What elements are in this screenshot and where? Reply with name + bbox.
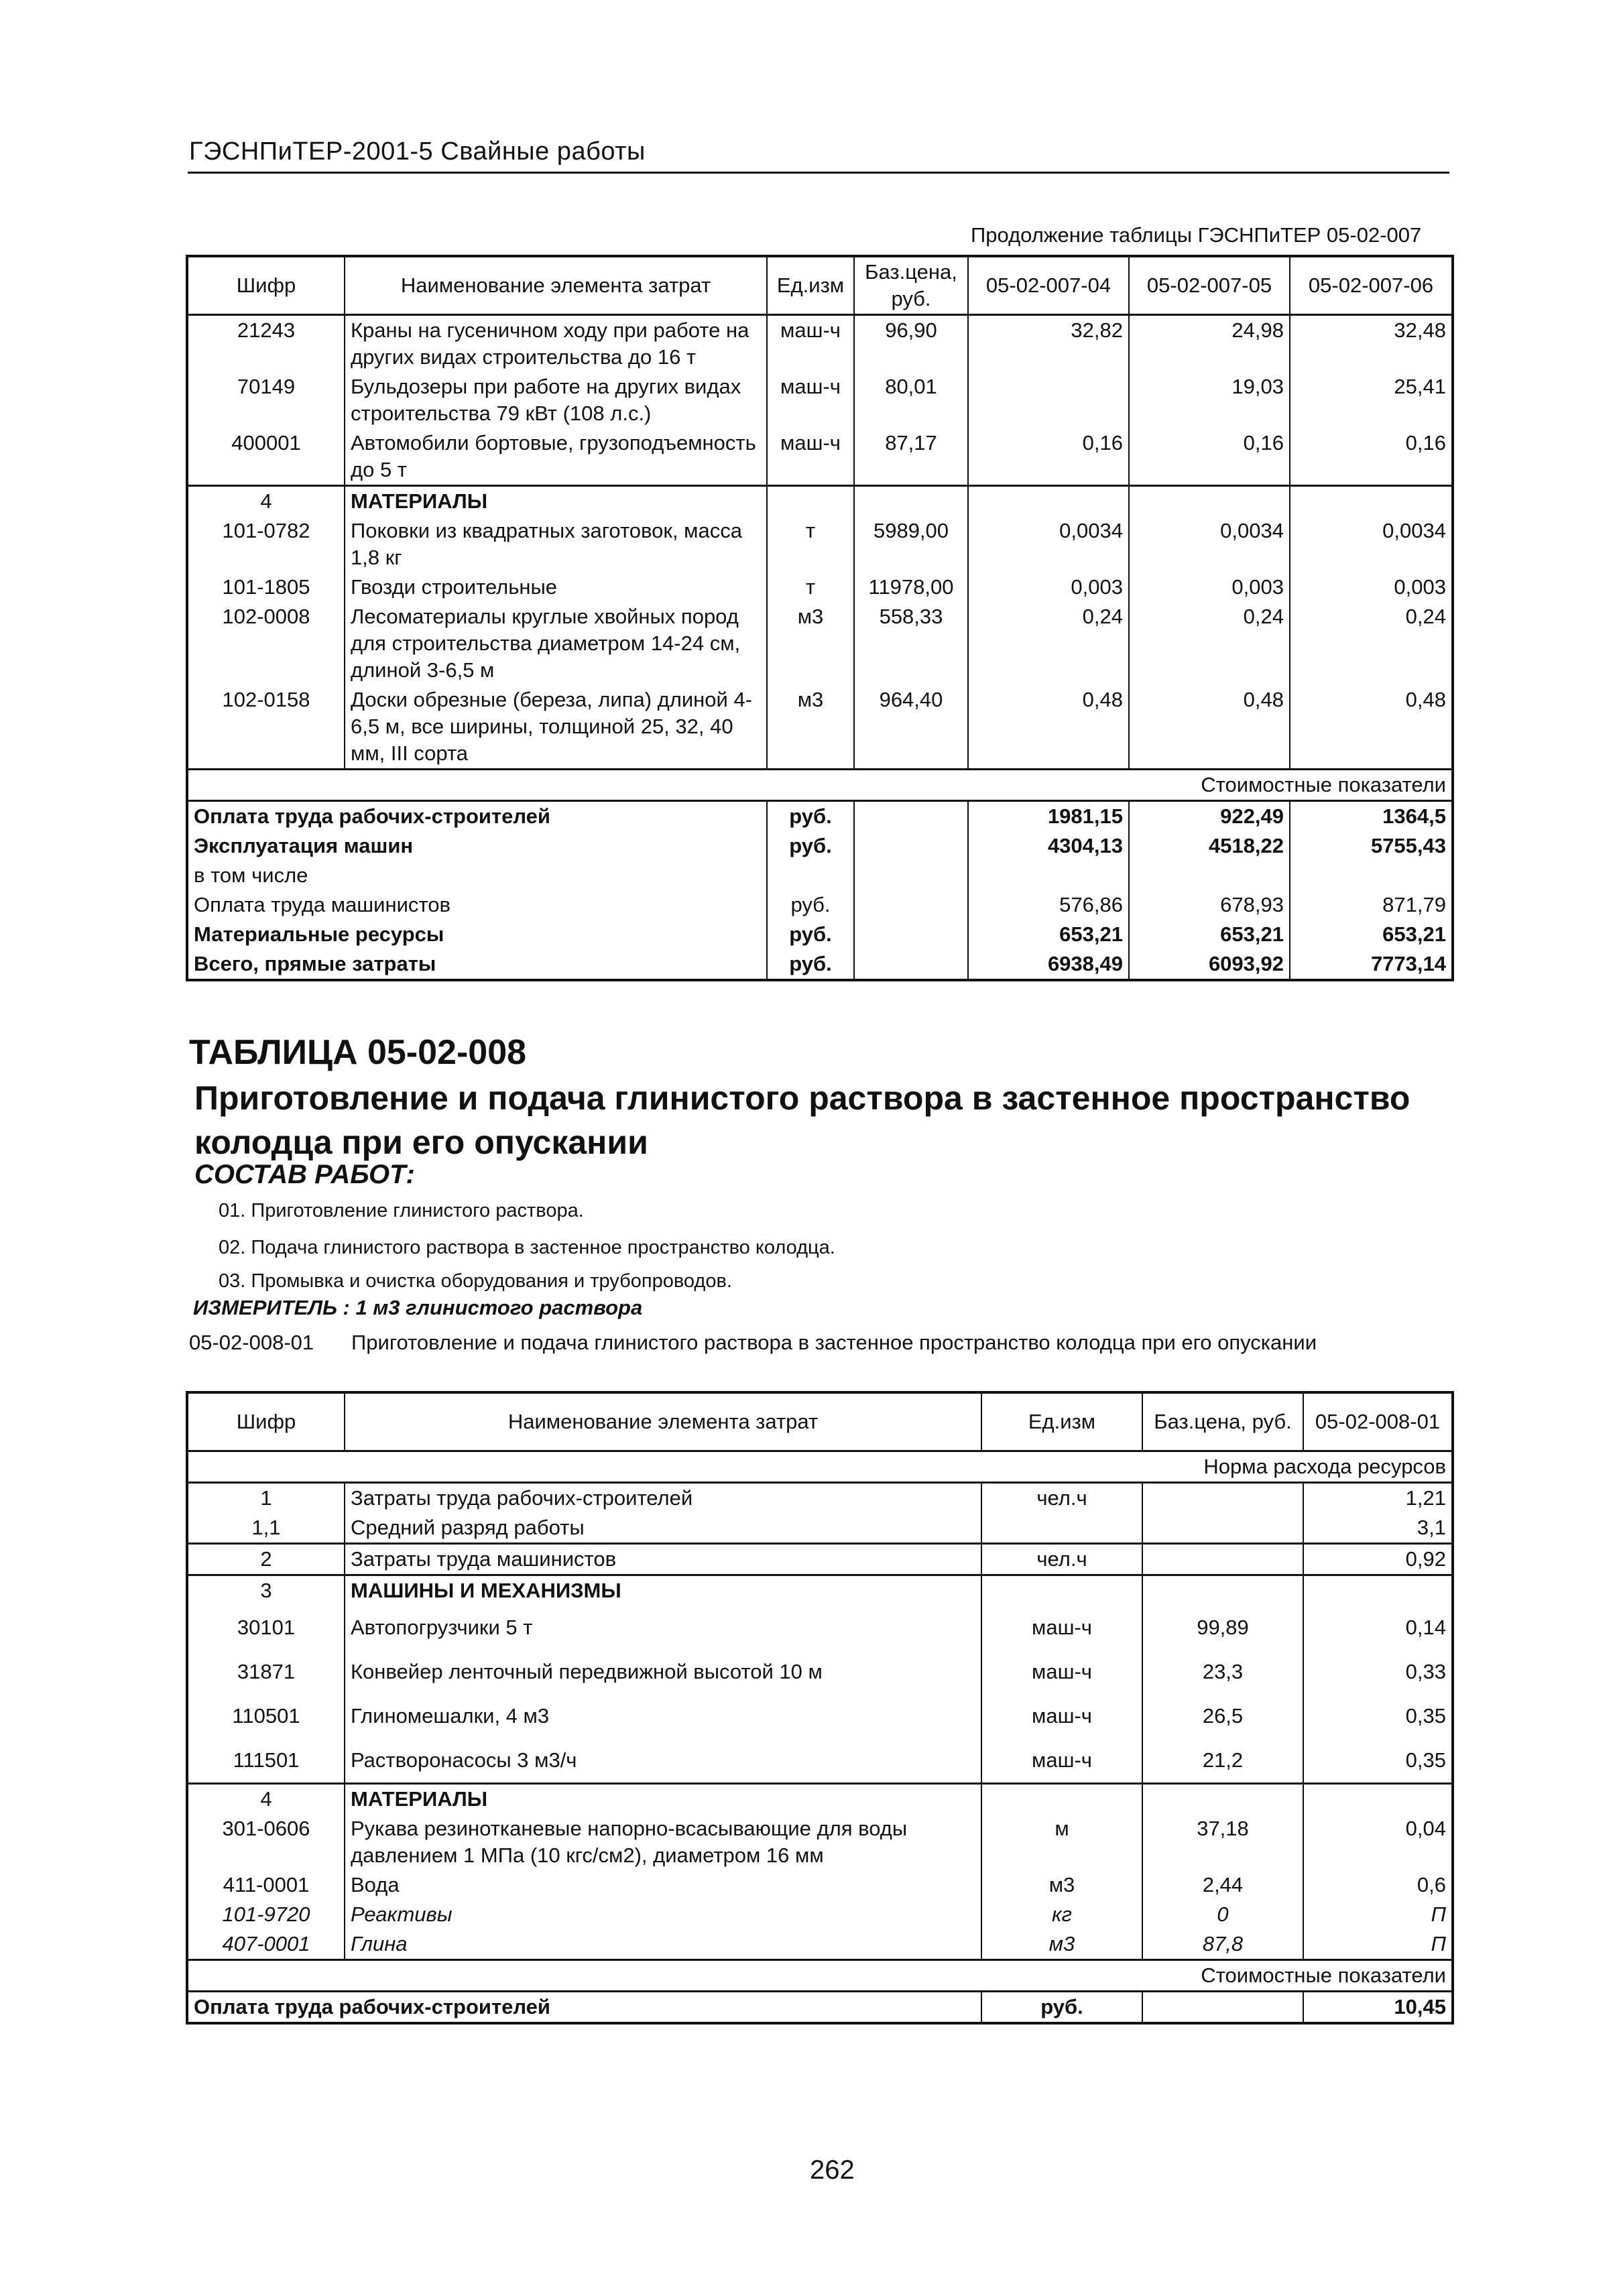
row-unit: т [767, 516, 854, 572]
row-value: 0,24 [968, 602, 1129, 685]
row-unit: м [981, 1814, 1142, 1870]
column-header: 05-02-007-04 [968, 256, 1129, 315]
cost-name: Эксплуатация машин [187, 831, 767, 861]
row-value: 0,0034 [968, 516, 1129, 572]
cost-value: 6093,92 [1129, 949, 1290, 980]
resource-table-body [187, 256, 1453, 980]
row-base-price [1142, 1784, 1303, 1815]
row-base-price [1142, 1513, 1303, 1544]
row-base-price: 37,18 [1142, 1814, 1303, 1870]
row-value: 0,6 [1303, 1870, 1453, 1900]
norm-label-row [187, 1451, 1453, 1483]
row-code: 111501 [187, 1738, 345, 1784]
row-value: 0,24 [1129, 602, 1290, 685]
row-code: 407-0001 [187, 1929, 345, 1960]
row-value: 1,21 [1303, 1483, 1453, 1514]
row-name: Глиномешалки, 4 м3 [345, 1694, 981, 1738]
row-name: Рукава резинотканевые напорно-всасывающие для воды давлением 1 МПа (10 кгс/см2), диаметром 16 мм [345, 1814, 981, 1870]
row-base-price: 11978,00 [854, 572, 968, 602]
row-code: 70149 [187, 372, 345, 428]
row-base-price [1142, 1483, 1303, 1514]
row-name: МАТЕРИАЛЫ [345, 1784, 981, 1815]
table-row [187, 572, 1453, 602]
cost-row [187, 1992, 1453, 2024]
cost-row [187, 801, 1453, 832]
column-header: 05-02-007-05 [1129, 256, 1290, 315]
row-value: 0,35 [1303, 1738, 1453, 1784]
row-base-price: 87,8 [1142, 1929, 1303, 1960]
row-unit: чел.ч [981, 1544, 1142, 1575]
row-value [1129, 486, 1290, 517]
cost-value: 6938,49 [968, 949, 1129, 980]
cost-value: 576,86 [968, 890, 1129, 920]
column-header: Баз.цена, руб. [854, 256, 968, 315]
cost-value: 678,93 [1129, 890, 1290, 920]
row-code: 101-0782 [187, 516, 345, 572]
table-row [187, 1483, 1453, 1514]
row-value: 32,48 [1290, 315, 1453, 373]
row-code: 30101 [187, 1606, 345, 1650]
row-value: 19,03 [1129, 372, 1290, 428]
row-value: 32,82 [968, 315, 1129, 373]
row-unit: кг [981, 1900, 1142, 1929]
cost-unit: руб. [767, 920, 854, 949]
cost-value: 4304,13 [968, 831, 1129, 861]
cost-empty-cell [854, 890, 968, 920]
norm-code: 05-02-008-01 [189, 1331, 314, 1354]
row-base-price: 80,01 [854, 372, 968, 428]
cost-empty-cell [854, 831, 968, 861]
column-header: 05-02-007-06 [1290, 256, 1453, 315]
row-unit: м3 [981, 1929, 1142, 1960]
row-unit: маш-ч [981, 1738, 1142, 1784]
cost-row [187, 949, 1453, 980]
header-rule [188, 172, 1449, 174]
row-name: Средний разряд работы [345, 1513, 981, 1544]
row-code: 3 [187, 1575, 345, 1606]
row-name: Вода [345, 1870, 981, 1900]
document-header-title: ГЭСНПиТЕР-2001-5 Свайные работы [189, 137, 646, 166]
row-value: 0,16 [968, 428, 1129, 486]
table-row [187, 1513, 1453, 1544]
cost-value: 653,21 [1129, 920, 1290, 949]
row-value: 0,48 [968, 685, 1129, 770]
table-title: ТАБЛИЦА 05-02-008 [189, 1033, 527, 1072]
row-base-price [1142, 1544, 1303, 1575]
row-value: 0,14 [1303, 1606, 1453, 1650]
row-base-price: 26,5 [1142, 1694, 1303, 1738]
row-code: 411-0001 [187, 1870, 345, 1900]
row-code: 2 [187, 1544, 345, 1575]
row-code: 1,1 [187, 1513, 345, 1544]
column-header: Баз.цена, руб. [1142, 1392, 1303, 1451]
table-row [187, 372, 1453, 428]
resource-table-05-02-008 [186, 1391, 1454, 2025]
cost-value: 10,45 [1303, 1992, 1453, 2024]
work-item: 02. Подача глинистого раствора в застенное пространство колодца. [219, 1237, 835, 1258]
cost-name: Оплата труда рабочих-строителей [187, 801, 767, 832]
row-name: Автопогрузчики 5 т [345, 1606, 981, 1650]
table-row [187, 685, 1453, 770]
cost-unit: руб. [981, 1992, 1142, 2024]
cost-value [1290, 861, 1453, 890]
row-unit: маш-ч [767, 428, 854, 486]
row-unit: маш-ч [981, 1650, 1142, 1694]
table-row [187, 1870, 1453, 1900]
cost-row [187, 831, 1453, 861]
cost-empty-cell [854, 920, 968, 949]
row-code: 102-0158 [187, 685, 345, 770]
page-number: 262 [810, 2155, 855, 2185]
table-row [187, 1900, 1453, 1929]
table-row [187, 1929, 1453, 1960]
row-base-price: 21,2 [1142, 1738, 1303, 1784]
cost-unit: руб. [767, 831, 854, 861]
table-header-row [187, 256, 1453, 315]
row-base-price [1142, 1575, 1303, 1606]
cost-indicators-label: Стоимостные показатели [187, 770, 1453, 801]
table-continuation-note: Продолжение таблицы ГЭСНПиТЕР 05-02-007 [971, 223, 1422, 247]
cost-indicators-row [187, 1960, 1453, 1992]
row-unit: т [767, 572, 854, 602]
section-row [187, 1784, 1453, 1815]
row-value: 0,0034 [1290, 516, 1453, 572]
row-base-price: 5989,00 [854, 516, 968, 572]
row-code: 110501 [187, 1694, 345, 1738]
row-unit: маш-ч [981, 1606, 1142, 1650]
row-unit [767, 486, 854, 517]
row-base-price: 0 [1142, 1900, 1303, 1929]
row-unit [981, 1575, 1142, 1606]
row-value: 0,16 [1290, 428, 1453, 486]
row-code: 301-0606 [187, 1814, 345, 1870]
cost-unit [767, 861, 854, 890]
column-header: Наименование элемента затрат [345, 1392, 981, 1451]
row-unit [981, 1784, 1142, 1815]
row-value: 0,003 [968, 572, 1129, 602]
row-name: Лесоматериалы круглые хвойных пород для строительства диаметром 14-24 см, длиной 3-6,5 м [345, 602, 767, 685]
row-code: 4 [187, 1784, 345, 1815]
row-code: 31871 [187, 1650, 345, 1694]
row-code: 101-9720 [187, 1900, 345, 1929]
row-base-price [854, 486, 968, 517]
row-name: МАШИНЫ И МЕХАНИЗМЫ [345, 1575, 981, 1606]
cost-unit: руб. [767, 801, 854, 832]
table-row [187, 1694, 1453, 1738]
row-value: 24,98 [1129, 315, 1290, 373]
cost-empty-cell [854, 861, 968, 890]
row-name: Автомобили бортовые, грузоподъемность до 5 т [345, 428, 767, 486]
row-name: Гвозди строительные [345, 572, 767, 602]
table-row [187, 1738, 1453, 1784]
row-unit: чел.ч [981, 1483, 1142, 1514]
table-row [187, 1544, 1453, 1575]
norm-code-line [189, 1331, 1317, 1355]
row-unit: маш-ч [767, 315, 854, 373]
row-base-price: 87,17 [854, 428, 968, 486]
row-code: 400001 [187, 428, 345, 486]
table-row [187, 1606, 1453, 1650]
row-name: Краны на гусеничном ходу при работе на других видах строительства до 16 т [345, 315, 767, 373]
table-row [187, 602, 1453, 685]
row-value: 0,48 [1129, 685, 1290, 770]
table-name: Приготовление и подача глинистого раствора в застенное пространство колодца при его опускании [194, 1079, 1410, 1161]
row-value: 0,04 [1303, 1814, 1453, 1870]
cost-row [187, 890, 1453, 920]
cost-name: Оплата труда машинистов [187, 890, 767, 920]
row-name: Доски обрезные (береза, липа) длиной 4-6,5 м, все ширины, толщиной 25, 32, 40 мм, III сорта [345, 685, 767, 770]
row-value: П [1303, 1900, 1453, 1929]
row-value: 0,92 [1303, 1544, 1453, 1575]
row-name: Конвейер ленточный передвижной высотой 10 м [345, 1650, 981, 1694]
cost-indicators-label: Стоимостные показатели [187, 1960, 1453, 1992]
row-name: Глина [345, 1929, 981, 1960]
norm-label: Норма расхода ресурсов [187, 1451, 1453, 1483]
row-unit: м3 [767, 602, 854, 685]
work-composition-label: СОСТАВ РАБОТ: [194, 1160, 415, 1189]
cost-row [187, 861, 1453, 890]
cost-name: Оплата труда рабочих-строителей [187, 1992, 981, 2024]
table-row [187, 315, 1453, 373]
work-item: 03. Промывка и очистка оборудования и трубопроводов. [219, 1270, 732, 1292]
row-value: 25,41 [1290, 372, 1453, 428]
table-header-row [187, 1392, 1453, 1451]
row-value: 0,24 [1290, 602, 1453, 685]
row-unit [981, 1513, 1142, 1544]
section-row [187, 486, 1453, 517]
column-header: Шифр [187, 256, 345, 315]
work-item: 01. Приготовление глинистого раствора. [219, 1200, 584, 1221]
column-header: 05-02-008-01 [1303, 1392, 1453, 1451]
cost-value: 1364,5 [1290, 801, 1453, 832]
row-name: МАТЕРИАЛЫ [345, 486, 767, 517]
cost-value: 922,49 [1129, 801, 1290, 832]
row-base-price: 2,44 [1142, 1870, 1303, 1900]
row-value: 0,35 [1303, 1694, 1453, 1738]
row-code: 21243 [187, 315, 345, 373]
row-name: Растворонасосы 3 м3/ч [345, 1738, 981, 1784]
table-row [187, 516, 1453, 572]
cost-value: 5755,43 [1290, 831, 1453, 861]
row-value [1303, 1784, 1453, 1815]
column-header: Ед.изм [981, 1392, 1142, 1451]
row-unit: маш-ч [981, 1694, 1142, 1738]
row-name: Поковки из квадратных заготовок, масса 1,8 кг [345, 516, 767, 572]
row-value [1290, 486, 1453, 517]
row-base-price: 99,89 [1142, 1606, 1303, 1650]
row-value: 0,48 [1290, 685, 1453, 770]
row-value: 0,003 [1290, 572, 1453, 602]
cost-name: Всего, прямые затраты [187, 949, 767, 980]
cost-value: 653,21 [1290, 920, 1453, 949]
cost-value [1129, 861, 1290, 890]
row-base-price: 558,33 [854, 602, 968, 685]
row-code: 101-1805 [187, 572, 345, 602]
cost-row [187, 920, 1453, 949]
cost-name: в том числе [187, 861, 767, 890]
row-name: Бульдозеры при работе на других видах строительства 79 кВт (108 л.с.) [345, 372, 767, 428]
row-unit: маш-ч [767, 372, 854, 428]
row-code: 102-0008 [187, 602, 345, 685]
row-code: 1 [187, 1483, 345, 1514]
row-name: Затраты труда машинистов [345, 1544, 981, 1575]
cost-indicators-row [187, 770, 1453, 801]
table-row [187, 1650, 1453, 1694]
cost-value: 4518,22 [1129, 831, 1290, 861]
cost-value: 7773,14 [1290, 949, 1453, 980]
resource-table-05-02-007 [186, 255, 1454, 981]
row-value: 0,0034 [1129, 516, 1290, 572]
cost-value: 653,21 [968, 920, 1129, 949]
row-code: 4 [187, 486, 345, 517]
column-header: Ед.изм [767, 256, 854, 315]
cost-empty-cell [854, 949, 968, 980]
row-value: 0,16 [1129, 428, 1290, 486]
row-base-price: 23,3 [1142, 1650, 1303, 1694]
norm-code-name: Приготовление и подача глинистого раствора в застенное пространство колодца при его опускании [351, 1331, 1317, 1354]
row-base-price: 964,40 [854, 685, 968, 770]
row-value: 0,003 [1129, 572, 1290, 602]
row-value: 3,1 [1303, 1513, 1453, 1544]
cost-empty-cell [854, 801, 968, 832]
cost-empty-cell [1142, 1992, 1303, 2024]
table-row [187, 1814, 1453, 1870]
column-header: Шифр [187, 1392, 345, 1451]
section-row [187, 1575, 1453, 1606]
row-name: Реактивы [345, 1900, 981, 1929]
cost-value [968, 861, 1129, 890]
table-row [187, 428, 1453, 486]
row-value [968, 486, 1129, 517]
row-value [1303, 1575, 1453, 1606]
resource-table-body [187, 1392, 1453, 2023]
row-value: 0,33 [1303, 1650, 1453, 1694]
row-value: П [1303, 1929, 1453, 1960]
cost-value: 871,79 [1290, 890, 1453, 920]
cost-value: 1981,15 [968, 801, 1129, 832]
row-unit: м3 [981, 1870, 1142, 1900]
cost-name: Материальные ресурсы [187, 920, 767, 949]
row-value [968, 372, 1129, 428]
column-header: Наименование элемента затрат [345, 256, 767, 315]
cost-unit: руб. [767, 890, 854, 920]
row-name: Затраты труда рабочих-строителей [345, 1483, 981, 1514]
cost-unit: руб. [767, 949, 854, 980]
row-unit: м3 [767, 685, 854, 770]
row-base-price: 96,90 [854, 315, 968, 373]
measure-unit-label: ИЗМЕРИТЕЛЬ : 1 м3 глинистого раствора [193, 1296, 643, 1319]
